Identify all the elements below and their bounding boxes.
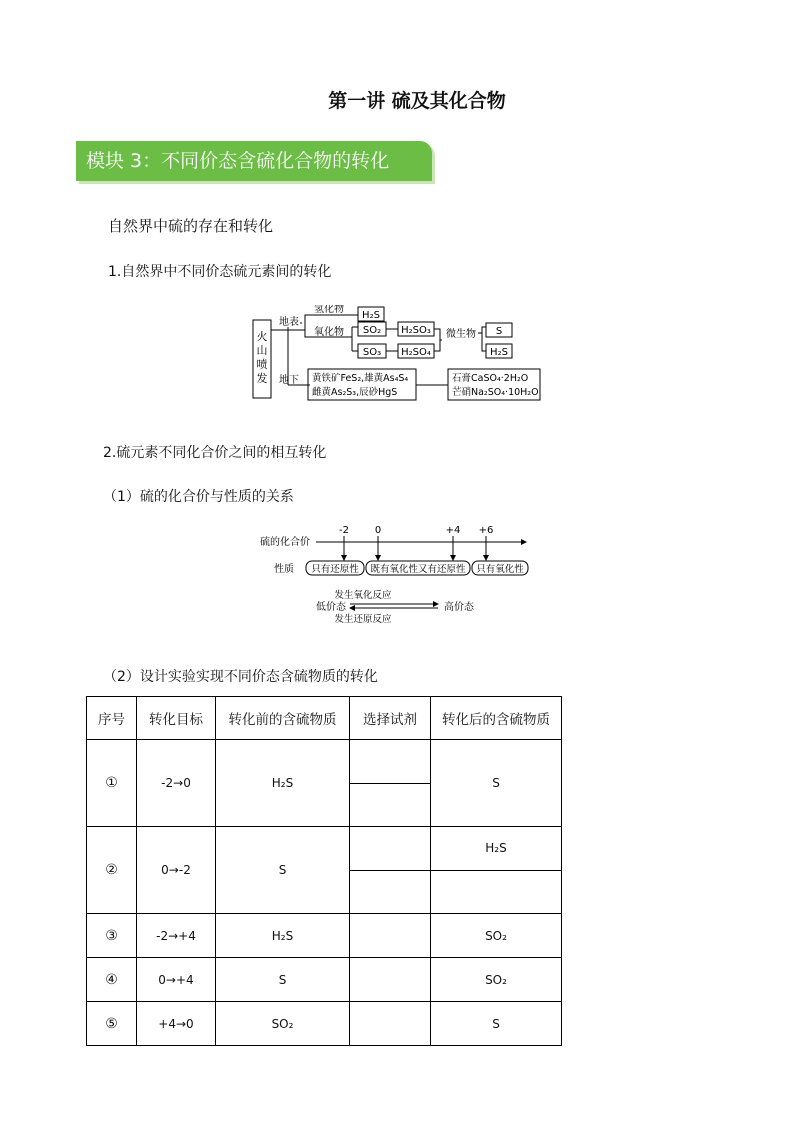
diagram1-salt-2: 芒硝Na₂SO₄·10H₂O: [452, 387, 539, 398]
section-heading: 自然界中硫的存在和转化: [108, 217, 274, 235]
diagram1-h2s-b: H₂S: [490, 347, 508, 358]
diagram2-prop-2: 既有氧化性又有还原性: [370, 564, 466, 575]
diagram1-mineral-2: 雌黄As₂S₃,辰砂HgS: [312, 387, 398, 398]
row2-after: H₂S: [431, 827, 562, 871]
row1-before: H₂S: [216, 740, 350, 827]
row4-before: S: [216, 958, 350, 1002]
row3-no: ③: [87, 914, 137, 958]
page-title: 第一讲 硫及其化合物: [328, 90, 506, 112]
table-header-row: [87, 697, 562, 740]
diagram1-h2so4: H₂SO₄: [401, 347, 431, 358]
diagram2-low: 低价态: [316, 602, 346, 613]
item-2-heading: 2.硫元素不同化合价之间的相互转化: [103, 445, 327, 461]
table-row: [87, 958, 562, 1002]
diagram1-h2so3: H₂SO₃: [401, 325, 431, 336]
row2-reagent-a[interactable]: [350, 827, 431, 871]
header-before: 转化前的含硫物质: [216, 697, 350, 740]
row3-target: -2→+4: [137, 914, 216, 958]
row4-target: 0→+4: [137, 958, 216, 1002]
header-no: 序号: [87, 697, 137, 740]
diagram1-underground: 地下: [279, 375, 299, 386]
diagram1-mineral-1: 黄铁矿FeS₂,雄黄As₄S₄: [312, 373, 409, 384]
diagram1-source-2: 山: [256, 344, 268, 357]
sulfur-nature-diagram: [250, 305, 550, 405]
table-row: [87, 914, 562, 958]
row3-reagent[interactable]: [350, 914, 431, 958]
diagram1-salt-1: 石膏CaSO₄·2H₂O: [452, 373, 529, 384]
diagram2-prop-label: 性质: [274, 564, 294, 575]
row1-target: -2→0: [137, 740, 216, 827]
diagram2-high: 高价态: [444, 602, 474, 613]
diagram1-so2: SO₂: [362, 325, 382, 336]
row3-after: SO₂: [431, 914, 562, 958]
table-row: [87, 1002, 562, 1046]
row1-reagent-a[interactable]: [350, 740, 431, 784]
diagram1-s: S: [495, 326, 503, 337]
diagram1-source-1: 火: [256, 330, 268, 343]
row2-reagent-b[interactable]: [350, 870, 431, 914]
diagram1-surface: 地表: [279, 317, 299, 328]
header-target: 转化目标: [137, 697, 216, 740]
diagram2-prop-3: 只有氧化性: [476, 564, 524, 575]
row1-reagent-b[interactable]: [350, 783, 431, 827]
header-reagent: 选择试剂: [350, 697, 431, 740]
row2-no: ②: [87, 827, 137, 914]
row4-after: SO₂: [431, 958, 562, 1002]
diagram1-hydride: 氢化物: [314, 305, 344, 315]
diagram1-h2s: H₂S: [362, 310, 380, 321]
row2-after-blank[interactable]: [431, 870, 562, 914]
table-row: [87, 740, 562, 784]
diagram2-red: 发生还原反应: [334, 614, 392, 625]
diagram2-ox: 发生氧化反应: [334, 590, 392, 601]
diagram2-tick-pos4: +4: [445, 525, 461, 536]
conversion-table: [86, 696, 562, 1046]
row5-reagent[interactable]: [350, 1002, 431, 1046]
row2-before: S: [216, 827, 350, 914]
diagram1-so3: SO₃: [362, 347, 382, 358]
header-after: 转化后的含硫物质: [431, 697, 562, 740]
table-row: [87, 827, 562, 871]
diagram1-source-3: 喷: [256, 358, 268, 371]
diagram2-tick-0: 0: [374, 525, 382, 536]
item-2-1-heading: （1）硫的化合价与性质的关系: [103, 489, 294, 505]
diagram1-microbe: 微生物: [446, 329, 476, 340]
row5-after: S: [431, 1002, 562, 1046]
diagram1-oxide: 氧化物: [314, 327, 344, 338]
row5-target: +4→0: [137, 1002, 216, 1046]
row2-target: 0→-2: [137, 827, 216, 914]
row1-no: ①: [87, 740, 137, 827]
diagram2-tick-neg2: -2: [339, 525, 349, 536]
row4-reagent[interactable]: [350, 958, 431, 1002]
row3-before: H₂S: [216, 914, 350, 958]
diagram2-axis-label: 硫的化合价: [260, 537, 310, 548]
valence-property-diagram: [258, 522, 533, 627]
row1-after: S: [431, 740, 562, 827]
row4-no: ④: [87, 958, 137, 1002]
item-1-heading: 1.自然界中不同价态硫元素间的转化: [108, 264, 332, 280]
item-2-2-heading: （2）设计实验实现不同价态含硫物质的转化: [103, 669, 378, 685]
diagram2-prop-1: 只有还原性: [311, 564, 359, 575]
row5-before: SO₂: [216, 1002, 350, 1046]
row5-no: ⑤: [87, 1002, 137, 1046]
module-banner: 模块 3：不同价态含硫化合物的转化: [76, 141, 432, 181]
diagram2-tick-pos6: +6: [478, 525, 494, 536]
diagram1-source-4: 发: [256, 372, 268, 385]
